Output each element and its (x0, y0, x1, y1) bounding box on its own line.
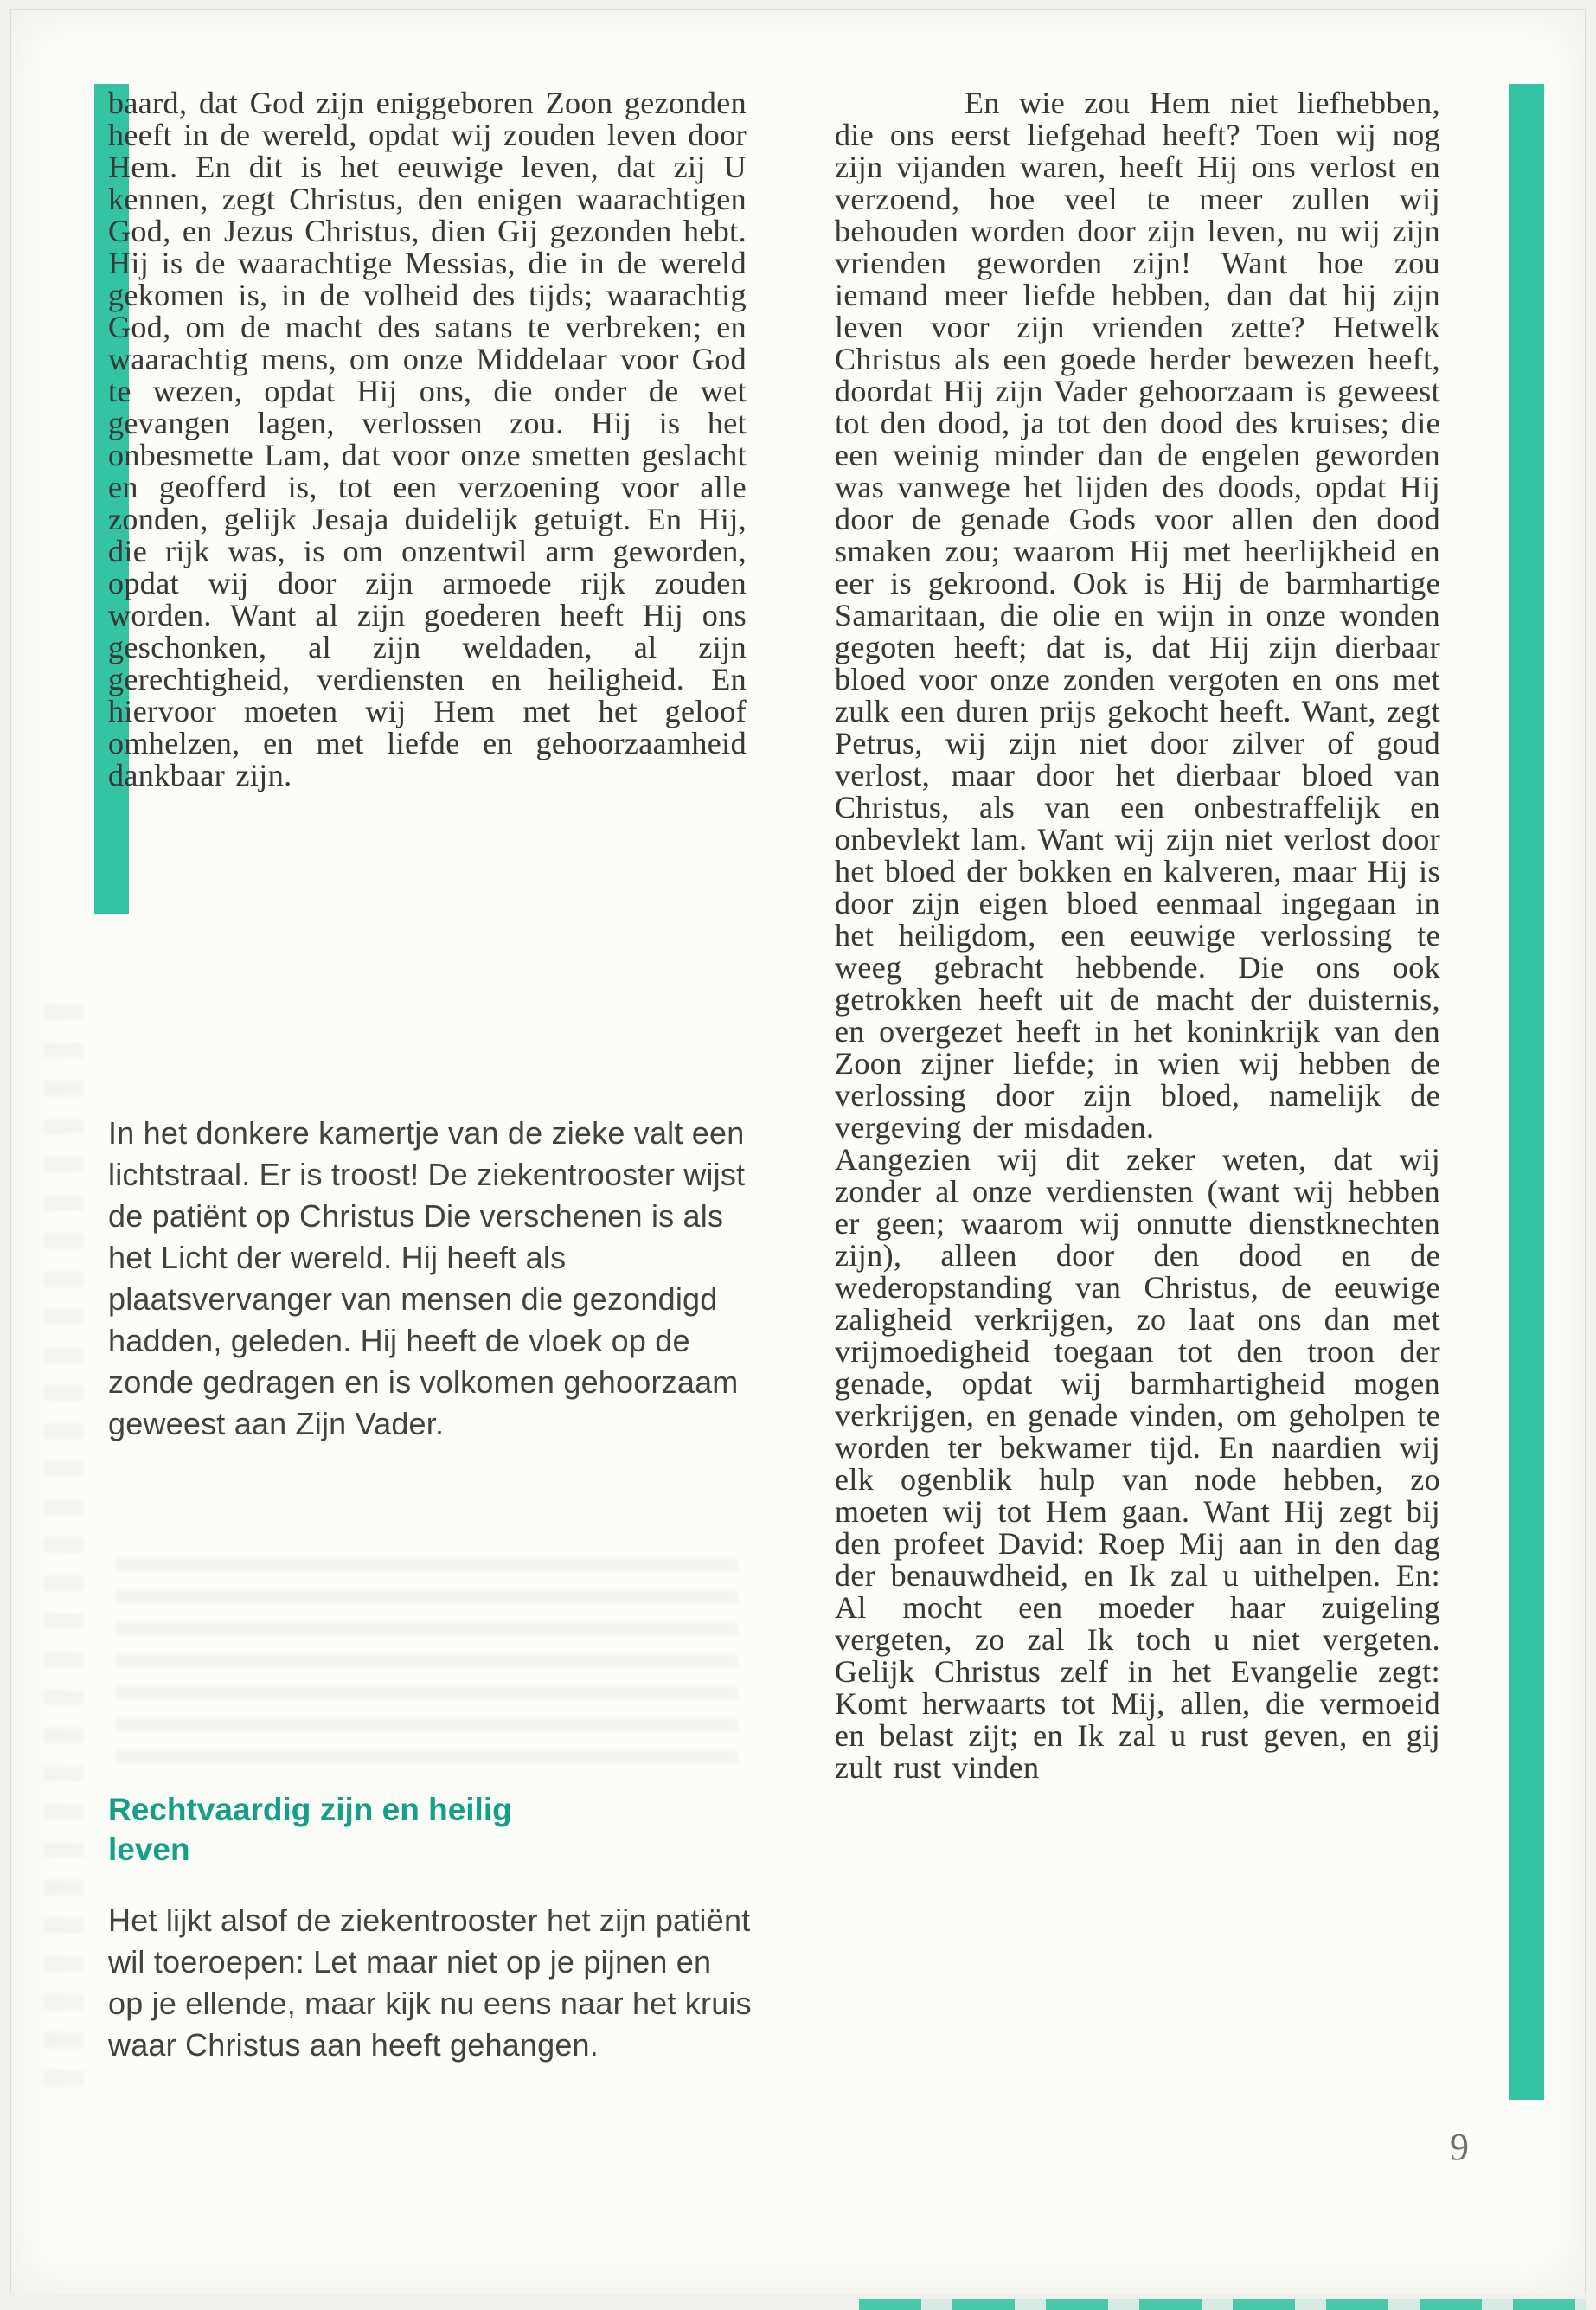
scanned-page (10, 9, 1586, 2294)
bleed-through-texture (44, 1004, 84, 2086)
commentary-paragraph: In het donkere kamertje van de zieke valt een lichtstraal. Er is troost! De ziekentrooster wijst de patiënt op Christus Die verschenen is als het Licht der wereld. Hij heeft als plaatsvervanger van mensen die gezondigd hadden, geleden. Hij heeft de vloek op de zonde gedragen en is volkomen gehoorzaam geweest aan Zijn Vader. (108, 1115, 746, 1441)
right-accent-bar (1509, 84, 1544, 2100)
closing-paragraph: Het lijkt alsof de ziekentrooster het zijn patiënt wil toeroepen: Let maar niet op je pijnen en op je ellende, maar kijk nu eens naar het kruis waar Christus aan heeft gehangen. (108, 1903, 752, 2063)
right-scripture-column (835, 87, 1440, 1784)
page-number: 9 (1450, 2126, 1469, 2168)
bottom-edge-accent-marks (859, 2299, 1586, 2310)
bleed-through-texture (115, 1558, 738, 1774)
section-heading: Rechtvaardig zijn en heilig leven (108, 1792, 512, 1867)
right-scripture-paragraph-1: En wie zou Hem niet liefhebben, die ons eerst liefgehad heeft? Toen wij nog zijn vijanden waren, heeft Hij ons verlost en verzoend, hoe veel te meer zullen wij behouden worden door zijn leven, nu wij zijn vrienden geworden zijn! Want hoe zou iemand meer liefde hebben, dan dat hij zijn leven voor zijn vrienden zette? Hetwelk Christus als een goede herder bewezen heeft, doordat Hij zijn Vader gehoorzaam is geweest tot den dood, ja tot den dood des kruises; die een weinig minder dan de engelen geworden was vanwege het lijden des doods, opdat Hij door de genade Gods voor allen den dood smaken zou; waarom Hij met heerlijkheid en eer is gekroond. Ook is Hij de barmhartige Samaritaan, die olie en wijn in onze wonden gegoten heeft; dat is, dat Hij zijn dierbaar bloed voor onze zonden vergoten en ons met zulk een duren prijs gekocht heeft. Want, zegt Petrus, wij zijn niet door zilver of goud verlost, maar door het dierbaar bloed van Christus, als van een onbestraffelijk en onbevlekt lam. Want wij zijn niet verlost door het bloed der bokken en kalveren, maar Hij is door zijn eigen bloed eenmaal ingegaan in het heiligdom, een eeuwige verlossing te weeg gebracht hebbende. Die ons ook getrokken heeft uit de macht der duisternis, en overgezet heeft in het koninkrijk van den Zoon zijner liefde; in wien wij hebben de verlossing door zijn bloed, namelijk de vergeving der misdaden. (835, 86, 1440, 1145)
right-scripture-paragraph-2: Aangezien wij dit zeker weten, dat wij zonder al onze verdiensten (want wij hebben er geen; waarom wij onnutte dienstknechten zijn), alleen door den dood en de wederopstanding van Christus, de eeuwige zaligheid verkrijgen, zo laat ons dan met vrijmoedigheid toegaan tot den troon der genade, opdat wij barmhartigheid mogen verkrijgen, en genade vinden, om geholpen te worden ter bekwamer tijd. En naardien wij elk ogenblik hulp van node hebben, zo moeten wij tot Hem gaan. Want Hij zegt bij den profeet David: Roep Mij aan in den dag der benauwdheid, en Ik zal u uithelpen. En: Al mocht een moeder haar zuigeling vergeten, zo zal Ik toch u niet vergeten. Gelijk Christus zelf in het Evangelie zegt: Komt herwaarts tot Mij, allen, die vermoeid en belast zijt; en Ik zal u rust geven, en gij zult rust vinden (835, 1142, 1440, 1785)
left-scripture-text: baard, dat God zijn eniggeboren Zoon gezonden heeft in de wereld, opdat wij zouden leven door Hem. En dit is het eeuwige leven, dat zij U kennen, zegt Christus, den enigen waarachtigen God, en Jezus Christus, dien Gij gezonden hebt. Hij is de waarachtige Messias, die in de wereld gekomen is, in de volheid des tijds; waarachtig God, om de macht des satans te verbreken; en waarachtig mens, om onze Middelaar voor God te wezen, opdat Hij ons, die onder de wet gevangen lagen, verlossen zou. Hij is het onbesmette Lam, dat voor onze smetten geslacht en geofferd is, tot een verzoening voor alle zonden, gelijk Jesaja duidelijk getuigt. En Hij, die rijk was, is om onzentwil arm geworden, opdat wij door zijn armoede rijk zouden worden. Want al zijn goederen heeft Hij ons geschonken, al zijn weldaden, al zijn gerechtigheid, verdiensten en heiligheid. En hiervoor moeten wij Hem met het geloof omhelzen, en met liefde en gehoorzaamheid dankbaar zijn. (108, 86, 747, 792)
